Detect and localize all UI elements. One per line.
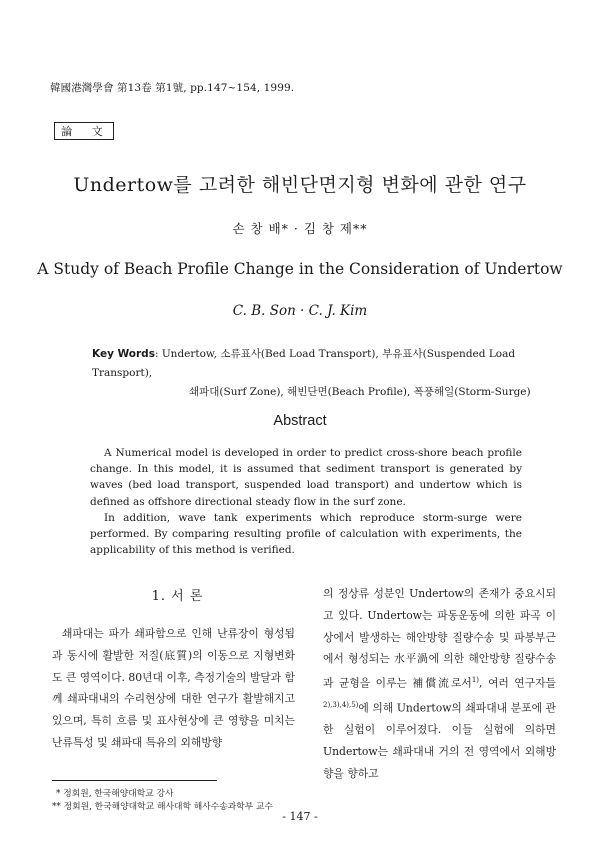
abstract-paragraph-1: A Numerical model is developed in order to predict cross-shore beach profile change. In this model, it is assumed that sediment transport is generated by waves (bed load transport, suspended load transport) and undertow which is defined as offshore directional steady flow in the surf zone. bbox=[90, 447, 522, 508]
korean-title: Undertow를 고려한 해빈단면지형 변화에 관한 연구 bbox=[73, 174, 527, 196]
keywords-line1: : Undertow, 소류표사(Bed Load Transport), 부유표사(Suspended Load Transport), bbox=[92, 348, 516, 379]
english-authors: C. B. Son · C. J. Kim bbox=[232, 303, 368, 319]
left-column-text bbox=[52, 623, 295, 754]
english-title: A Study of Beach Profile Change in the Consideration of Undertow bbox=[37, 260, 563, 278]
journal-citation: 韓國港灣學會 第13卷 第1號, pp.147~154, 1999. bbox=[50, 82, 295, 94]
korean-authors: 손 창 배* · 김 창 제** bbox=[232, 221, 368, 236]
keywords-line2: 쇄파대(Surf Zone), 해빈단면(Beach Profile), 폭풍해일(Storm-Surge) bbox=[189, 386, 531, 398]
keywords-label: Key Words bbox=[92, 348, 155, 360]
citation-sup: 2),3),4),5) bbox=[323, 700, 359, 709]
abstract-paragraph-2: In addition, wave tank experiments which reproduce storm-surge were performed. By comparing resulting profile of calculation with experiments, the applicability of this method is verified. bbox=[90, 511, 522, 557]
intro-paragraph: 쇄파대는 파가 쇄파함으로 인해 난류장이 형성됨과 동시에 활발한 저질(底質)의 이동으로 지형변화도 큰 영역이다. 80년대 이후, 측정기술의 발달과 함께 쇄파대내의 수리현상에 대한 연구가 활발해지고 있으며, 특히 흐름 및 표사현상에 큰 영향을 미치는 난류특성 및 쇄파대 특유의 외해방향 bbox=[52, 627, 295, 749]
text-run: 에 의해 Undertow의 쇄파대내 분포에 관한 실험이 이루어졌다. 이들 실험에 의하면 Undertow는 쇄파대내 거의 전 영역에서 외해방향을 향하고 bbox=[323, 701, 556, 780]
footnote-2: ** 정회원, 한국해양대학교 해사대학 해사수송과학부 교수 bbox=[52, 802, 274, 812]
citation-sup: 1) bbox=[471, 676, 480, 685]
keywords-block bbox=[92, 345, 552, 402]
intro-continuation bbox=[323, 583, 556, 784]
footnote-1: * 정회원, 한국해양대학교 강사 bbox=[56, 789, 174, 799]
text-run: , 여러 연구자들 bbox=[479, 676, 556, 690]
section-heading-introduction: 1. 서 론 bbox=[151, 589, 204, 604]
text-run: 의 정상류 성분인 Undertow의 존재가 중요시되고 있다. Undertow는 파동운동에 의한 파곡 이상에서 발생하는 해안방향 질량수송 및 파봉부근에서 형성되는 水平渦에 의한 해안방향 질량수송과 균형을 이루는 補償流로서 bbox=[323, 587, 556, 690]
abstract-body bbox=[90, 445, 522, 558]
paper-type-box: 論 文 bbox=[54, 122, 114, 140]
abstract-heading: Abstract bbox=[273, 413, 327, 429]
footnote-divider bbox=[52, 780, 217, 781]
page-number: - 147 - bbox=[282, 810, 318, 823]
right-column-text bbox=[323, 583, 556, 784]
